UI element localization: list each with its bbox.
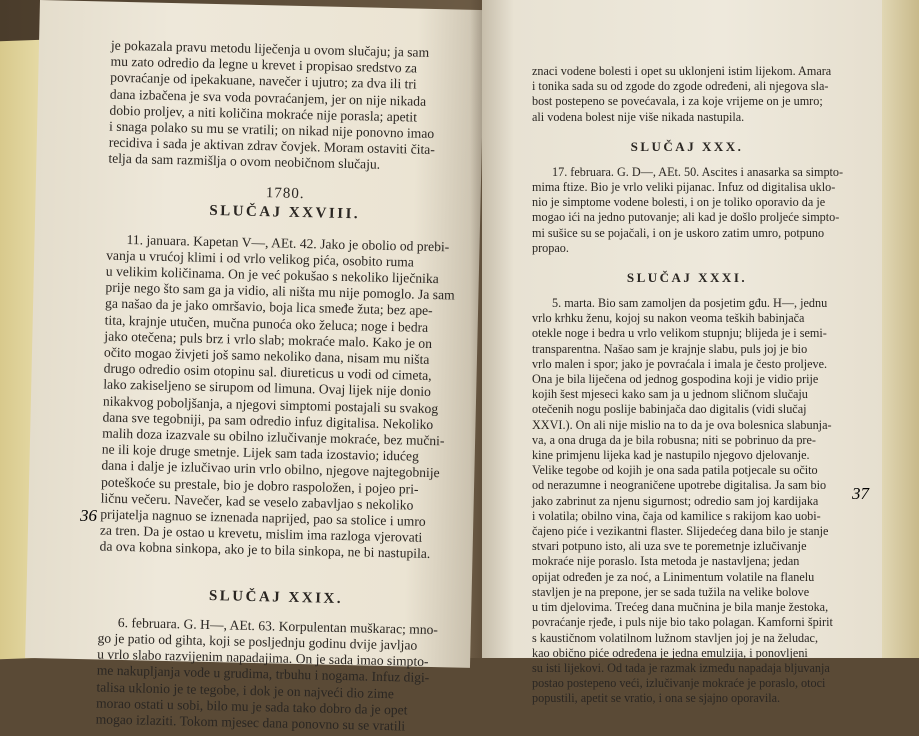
text-line: dana i dalje je izlučivao urin vrlo obilno, njegove najtegobnije [101, 457, 440, 481]
text-line: kine primjenu lijeka kad je nastupilo njegovo djelovanje. [532, 448, 810, 463]
case-28-title: SLUČAJ XXVIII. [209, 202, 361, 222]
text-line: da ova kobna sinkopa, ako je to bila sinkopa, ne bi nastupila. [99, 538, 431, 562]
text-line: stavljen je na prepone, jer se sada tužila na velike bolove [532, 584, 810, 599]
text-line: je pokazala pravu metodu liječenja u ovom slučaju; ja sam [110, 37, 430, 60]
text-line: bost postepeno se povećavala, i za koje vrijeme on je umro; [532, 94, 823, 109]
text-line: telja da sam razmišlja o ovom neobičnom slučaju. [108, 151, 381, 173]
text-line: s kaustičnom volatilnom lužnom stavljen joj je na želudac, [532, 630, 819, 645]
text-line: XXVI.). On ali nije mislio na to da je ova bolesnica slabunja- [532, 417, 832, 432]
text-line: 17. februara. G. D—, AEt. 50. Ascites i anasarka sa simpto- [552, 164, 844, 179]
case-28-text [99, 231, 461, 563]
text-line: čajeno piće i vezikantni flaster. Slijedećeg dana bilo je stanje [532, 524, 829, 539]
case-31-text [532, 296, 842, 706]
text-line: recidiva i sada je aktivan zdrav čovjek. Moram ostaviti čita- [108, 134, 436, 158]
text-line: kao obično piće određena je jedna emulzija, i ponovljeni [532, 645, 808, 660]
text-line: transparentna. Našao sam je krajnje slabu, puls joj je bio [532, 341, 808, 356]
text-line: za tren. Da je ostao u krevetu, mislim ima razloga vjerovati [99, 522, 423, 546]
text-line: otečenih nogu poslije babinjača dao digitalis (vidi slučaj [532, 402, 807, 417]
text-line: va, a ona druga da je bila robusna; niti se pobrinuo da pre- [532, 432, 816, 447]
text-line: u vrlo slabo razvijenim napadajima. On je sada imao simpto- [97, 646, 429, 670]
text-line: povraćanje rjeđe, i puls nije bio tako polagan. Kamforni špirit [532, 615, 833, 630]
text-line: i tonika sada su od zgode do zgode određeni, ali njegova sla- [532, 79, 829, 94]
text-line: go je patio od gihta, koji se posljednju godinu dvije javljao [97, 630, 418, 653]
case-29-title: SLUČAJ XXIX. [208, 587, 344, 607]
text-line: vanja u vrućoj klimi i od vrlo velikog pića, osobito ruma [106, 247, 415, 270]
text-line: talisa uklonio je te tegobe, i dok je on najveći dio zime [96, 678, 395, 701]
case-31-title: SLUČAJ XXXI. [626, 270, 748, 286]
text-line: dobio proljev, a niti količina mokraće nije porasla; apetit [109, 102, 418, 125]
case-30-title: SLUČAJ XXX. [630, 138, 744, 154]
text-line: malih doza izazvale su obilno izlučivanje mokraće, bez mučni- [102, 425, 445, 449]
text-line: od nerazumne i neograničene upotrebe digitalisa. Ja sam bio [532, 478, 827, 493]
text-line: znaci vodene bolesti i opet su uklonjeni istim lijekom. Amara [532, 64, 832, 78]
text-line: poteškoće su prestale, bio je dobro raspoložen, i pojeo pri- [100, 474, 419, 497]
text-line: prijatelja nagnuo se iznenada naprijed, pao sa stolice i umro [100, 506, 426, 529]
text-line: ličnu večeru. Navečer, kad se veselo zabavljao s nekoliko [100, 490, 414, 513]
text-line: dana izbačena je sva voda povraćanjem, jer on nije nikada [109, 86, 427, 109]
text-line: postao postepeno veći, izlučivanje mokraće je poraslo, otoci [532, 676, 826, 691]
text-line: vrlo krhku ženu, kojoj su nakon veoma teških babinjača [532, 311, 805, 326]
text-line: morao ostati u sobi, bilo mu je sada tako dobro da je opet [95, 695, 408, 718]
text-line: dana sve tegobniji, pa sam odredio infuz digitalisa. Nekoliko [102, 409, 434, 432]
text-line: mogao ići na jedno putovanje; ali kad je došlo proljeće simpto- [532, 210, 840, 225]
case-30-text [532, 165, 842, 256]
text-line: jako otečena; puls brz i vrlo slab; mokraće malo. Kako je on [104, 328, 433, 351]
text-line: drugo odredio osim otopinu sal. diureticus u vodi od cimeta, [103, 360, 432, 384]
text-line: 6. februara. G. H—, AEt. 63. Korpulentan muškarac; mno- [117, 614, 439, 637]
text-line: i volatila; obilno vina, čaja od kamilice s rakijom kao uobi- [532, 508, 821, 523]
text-line: mokraće nije poraslo. Ista metoda je nastavljena; jedan [532, 554, 800, 569]
page-number-right: 37 [852, 484, 869, 503]
text-line: me nakupljanja vode u grudima, trbuhu i nogama. Infuz digi- [96, 662, 430, 686]
text-line: nikakvog poboljšanja, a njegovi simptomi postajali su svakog [102, 393, 439, 416]
text-line: popustili, apetit se vratio, i ona se sjajno oporavila. [532, 691, 781, 706]
right-intro [532, 64, 842, 125]
text-line: opijat određen je za noć, a Linimentum volatile na flanelu [532, 569, 815, 584]
text-line: mima ftize. Bio je vrlo veliki pijanac. Infuz od digitalisa uklo- [532, 180, 836, 195]
text-line: otekle noge i bedra u vrlo velikom stupnju; blijeda je i semi- [532, 326, 827, 341]
text-line: propao. [532, 240, 569, 255]
left-intro [108, 38, 466, 176]
text-line: Ona je bila liječena od jednog gospodina koji je vidio prije [532, 372, 819, 387]
text-line: su isti lijekovi. Od tada je razmak između napadaja bljuvanja [532, 660, 830, 675]
text-line: stvari potpuno isto, ali uza sve te poremetnje izlučivanje [532, 539, 807, 554]
text-line: povraćanje od ipekakuane, navečer i ujutro; za dva ili tri [110, 70, 417, 92]
text-line: mi sušice su se pojačali, i on je uskoro zatim umro, potpuno [532, 225, 825, 240]
text-line: tita, krajnje utučen, mučna punoća oko želuca; noge i bedra [104, 312, 429, 335]
text-line: u tim djelovima. Trećeg dana mučnina je bila manje žestoka, [532, 600, 829, 615]
text-line: očito mogao živjeti još samo nekoliko dana, nisam mu ništa [103, 344, 430, 367]
left-page [25, 0, 485, 734]
text-line: ga našao da je jako omršavio, boja lica smeđe žuta; bez ape- [104, 295, 433, 319]
text-line: 5. marta. Bio sam zamoljen da posjetim gđu. H—, jednu [552, 296, 828, 311]
page-number-left: 36 [80, 506, 97, 525]
text-line: ne ili koje druge smetnje. Lijek sam tada izostavio; idućeg [101, 441, 420, 464]
text-line: u velikim količinama. On je već pokušao s nekoliko liječnika [105, 263, 439, 287]
year-heading: 1780. [265, 184, 305, 202]
text-line: mogao izlaziti. Tokom mjesec dana ponovno su se vratili [95, 711, 406, 734]
text-line: Velike tegobe od kojih je ona sada patila potjecale su očito [532, 463, 818, 478]
text-line: i snaga polako su mu se vratili; on nikad nije ponovno imao [108, 118, 435, 141]
text-line: jako zabrinut za njenu sigurnost; odredio sam joj kardijaka [532, 493, 819, 508]
text-line: nio je simptome vodene bolesti, i on je toliko oporavio da je [532, 195, 826, 210]
text-line: prije nego što sam ga ja vidio, ali ništa mu nije pomoglo. Ja sam [105, 279, 455, 303]
text-line: lako zakiseljeno se sirupom od limuna. Ovaj lijek nije donio [103, 376, 432, 400]
right-page [482, 0, 882, 706]
text-line: 11. januara. Kapetan V—, AEt. 42. Jako je obolio od prebi- [126, 231, 450, 254]
text-line: ali vodena bolest nije više nikada nastupila. [532, 109, 745, 124]
text-line: kojih šest mjeseci kako sam ja u jednom sličnom slučaju [532, 387, 808, 402]
case-29-text [96, 614, 453, 735]
text-line: mu zato odredio da legne u krevet i propisao sredstvo za [110, 53, 418, 76]
text-line: vrlo malen i spor; jako je povraćala i imala je često proljeve. [532, 356, 828, 371]
